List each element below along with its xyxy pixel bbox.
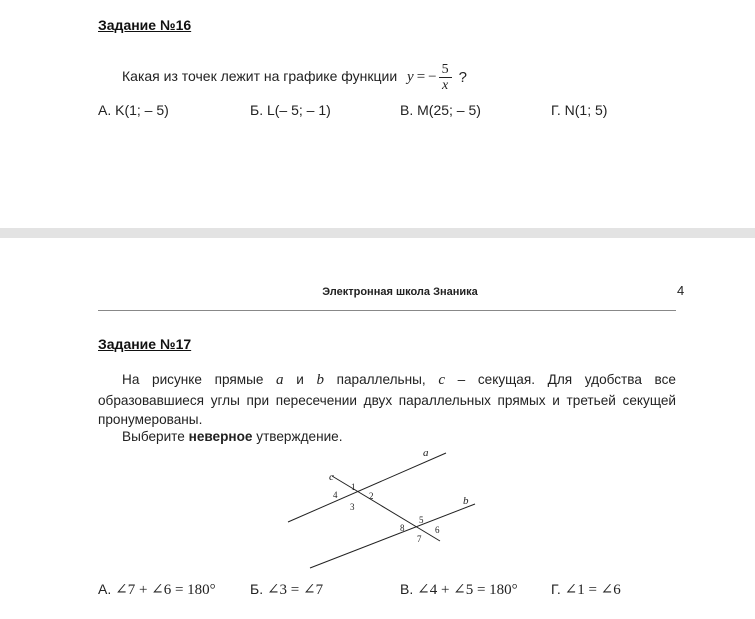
instr-before: Выберите bbox=[122, 429, 189, 444]
page-separator bbox=[0, 228, 755, 238]
angle-4: 4 bbox=[333, 490, 338, 500]
task17-option-g[interactable] bbox=[551, 580, 621, 599]
instr-after: утверждение. bbox=[252, 429, 343, 444]
page-header-school: Электронная школа Знаника bbox=[322, 286, 478, 298]
option-letter: А. bbox=[98, 581, 112, 597]
task16-question bbox=[122, 62, 467, 93]
task17-option-a[interactable] bbox=[98, 580, 216, 599]
para-part-1: На рисунке прямые bbox=[122, 372, 277, 387]
instr-bold: неверное bbox=[188, 429, 253, 444]
para-part-2: и bbox=[283, 372, 317, 387]
line-b bbox=[310, 504, 475, 568]
header-divider bbox=[98, 310, 676, 311]
para-var-c: c bbox=[438, 372, 445, 388]
option-letter: В. bbox=[400, 581, 414, 597]
angle-1: 1 bbox=[351, 482, 356, 492]
task17-option-v[interactable] bbox=[400, 580, 518, 599]
task16-question-text: Какая из точек лежит на графике функции bbox=[122, 68, 398, 85]
task17-paragraph bbox=[98, 370, 676, 430]
task16-title: Задание №16 bbox=[98, 17, 192, 33]
option-letter: Б. bbox=[250, 581, 264, 597]
option-expr: ∠1 = ∠6 bbox=[564, 582, 621, 598]
line-a bbox=[288, 453, 446, 522]
option-letter: Г. bbox=[551, 581, 561, 597]
option-expr: ∠4 + ∠5 = 180° bbox=[417, 582, 518, 598]
task17-option-b[interactable] bbox=[250, 580, 323, 599]
label-a: a bbox=[423, 447, 429, 459]
task16-option-a[interactable]: А. K(1; – 5) bbox=[98, 102, 169, 118]
angle-8: 8 bbox=[400, 523, 405, 533]
task16-option-g[interactable]: Г. N(1; 5) bbox=[551, 102, 608, 118]
angle-7: 7 bbox=[417, 534, 422, 544]
option-expr: ∠7 + ∠6 = 180° bbox=[115, 582, 216, 598]
task17-title: Задание №17 bbox=[98, 336, 192, 352]
formula-eq: = bbox=[416, 69, 426, 85]
formula-sign: − bbox=[428, 69, 437, 85]
task16-option-v[interactable]: В. M(25; – 5) bbox=[400, 102, 481, 118]
angle-5: 5 bbox=[419, 515, 424, 525]
task16-formula bbox=[407, 62, 467, 93]
angle-2: 2 bbox=[369, 491, 374, 501]
option-expr: ∠3 = ∠7 bbox=[266, 582, 324, 598]
angle-6: 6 bbox=[435, 525, 440, 535]
para-part-3: параллельны, bbox=[323, 372, 439, 387]
formula-fraction bbox=[439, 62, 452, 93]
line-c bbox=[332, 476, 440, 541]
label-b: b bbox=[463, 495, 469, 507]
page-number: 4 bbox=[677, 283, 685, 298]
para-part-4: – секущая. Для удобства все образовавшиеся углы при пересечении двух параллельных прямых и третьей секущей пронумерованы. bbox=[98, 372, 676, 427]
formula-denominator: x bbox=[442, 78, 449, 93]
label-c: c bbox=[329, 471, 334, 483]
para-var-b: b bbox=[316, 372, 324, 388]
task17-instruction bbox=[122, 429, 343, 444]
angle-3: 3 bbox=[350, 502, 355, 512]
formula-qmark: ? bbox=[458, 69, 467, 86]
parallel-lines-figure bbox=[280, 444, 480, 574]
para-var-a: a bbox=[276, 372, 284, 388]
formula-lhs: y bbox=[407, 69, 414, 85]
formula-numerator: 5 bbox=[439, 62, 452, 78]
task16-option-b[interactable]: Б. L(– 5; – 1) bbox=[250, 102, 331, 118]
